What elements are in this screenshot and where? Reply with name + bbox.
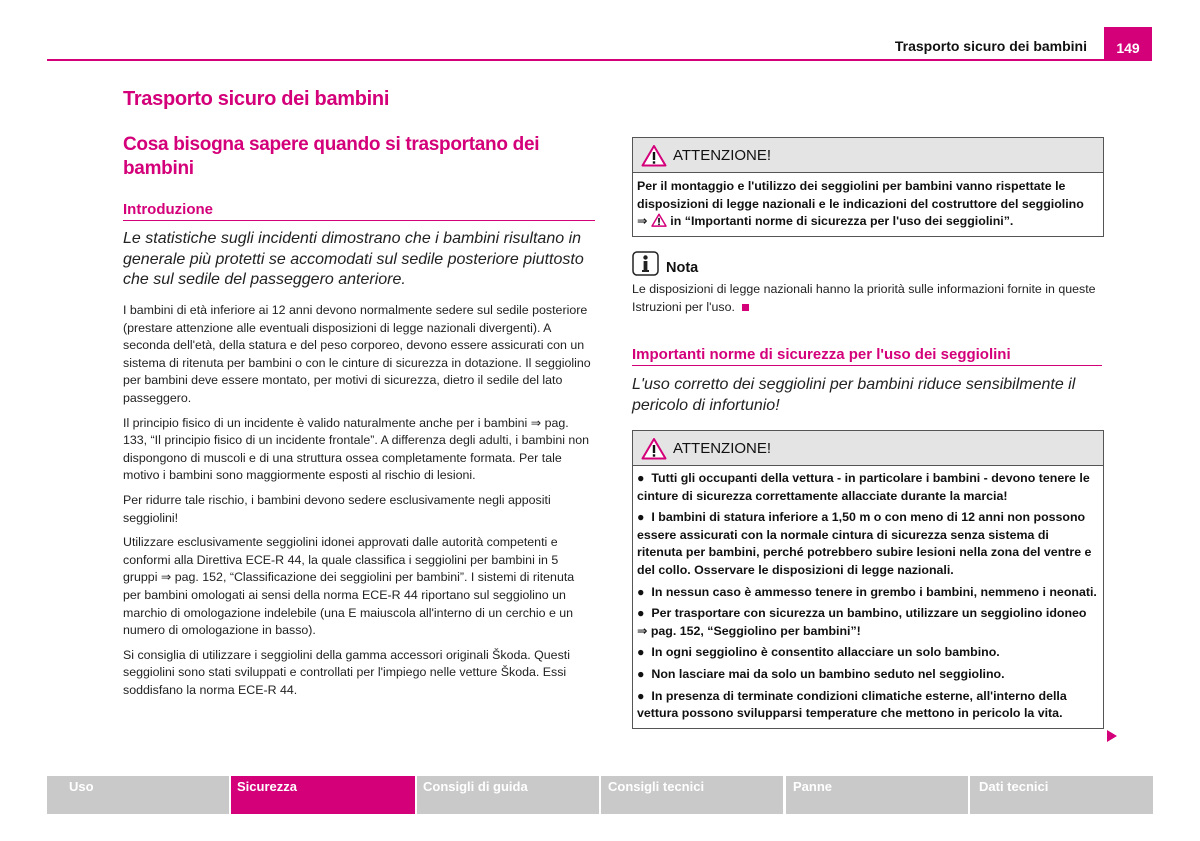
- list-item: [637, 688, 1097, 723]
- warning-box-safety-rules: [632, 430, 1104, 729]
- warning-triangle-icon: [641, 144, 667, 167]
- paragraph: Si consiglia di utilizzare i seggiolini della gamma accessori originali Škoda. Questi seggiolini sono stati sviluppati e controllati per l'impiego nelle vetture Škoda. Essi soddisfano la norma ECE-R 44.: [123, 647, 570, 697]
- note-text: Le disposizioni di legge nazionali hanno la priorità sulle informazioni fornite in queste Istruzioni per l'uso.: [632, 282, 1096, 314]
- warning-text: Per il montaggio e l'utilizzo dei seggiolini per bambini vanno rispettate le disposizioni di legge nazionali e le indicazioni del costruttore del seggiolino ⇒: [637, 179, 1084, 229]
- bullet-icon: ●: [637, 471, 652, 485]
- note-body: [632, 281, 1102, 316]
- bullet-icon: ●: [637, 645, 652, 660]
- tab-consigli-tecnici[interactable]: Consigli tecnici: [601, 776, 783, 814]
- tab-sicurezza[interactable]: Sicurezza: [231, 776, 415, 814]
- note-title: Nota: [666, 259, 699, 276]
- warning-title: ATTENZIONE!: [673, 146, 772, 164]
- list-item-text: Tutti gli occupanti della vettura - in particolare i bambini - devono tenere le cinture di sicurezza correttamente allacciate durante la marcia!: [637, 471, 1090, 503]
- list-item-text: In presenza di terminate condizioni climatiche esterne, all'interno della vettura possono svilupparsi temperature che mettono in pericolo la vita.: [637, 688, 1067, 721]
- section-heading-introduzione: Introduzione: [123, 201, 595, 221]
- list-item-text: In ogni seggiolino è consentito allacciare un solo bambino.: [651, 645, 1000, 660]
- list-item: [637, 605, 1097, 640]
- tab-uso[interactable]: Uso: [47, 776, 229, 814]
- list-item: [637, 509, 1097, 579]
- bullet-icon: ●: [637, 688, 652, 703]
- header-rule: [47, 59, 1104, 61]
- warning-list: [633, 466, 1103, 728]
- note-header: [632, 251, 1102, 276]
- warning-triangle-icon: [641, 437, 667, 460]
- chapter-subtitle: Cosa bisogna sapere quando si trasportano dei bambini: [123, 134, 540, 179]
- page-title: Trasporto sicuro dei bambini: [123, 88, 390, 110]
- tab-consigli-di-guida[interactable]: Consigli di guida: [417, 776, 599, 814]
- bullet-icon: ●: [637, 584, 652, 599]
- warning-box: [632, 137, 1104, 237]
- warning-title: ATTENZIONE!: [673, 439, 772, 457]
- bullet-icon: ●: [637, 510, 652, 525]
- tab-panne[interactable]: Panne: [786, 776, 968, 814]
- list-item: [637, 644, 1097, 662]
- next-page-arrow-icon[interactable]: [1106, 729, 1118, 743]
- paragraph: I bambini di età inferiore ai 12 anni devono normalmente sedere sul sedile posteriore (prestare attenzione alle eventuali disposizioni di legge nazionali divergenti). A seconda dell'età, della statura e del peso corporeo, devono essere assicurati con un sistema di ritenuta per bambini o con le cinture di sicurezza in dotazione. Il seggiolino per bambini deve essere montato, per motivi di sicurezza, dietro il sedile del lato passeggero.: [123, 303, 591, 405]
- warning-box-header: [633, 138, 1103, 173]
- warning-box-header: [633, 431, 1103, 466]
- list-item: [637, 470, 1097, 505]
- warning-triangle-icon: [651, 213, 667, 227]
- list-item-text: I bambini di statura inferiore a 1,50 m o con meno di 12 anni non possono essere assicurati con la normale cintura di sicurezza senza sistema di ritenuta per bambini, perché potrebbero subire lesioni nella zona del ventre e del collo. Osservare le disposizioni di legge nazionali.: [637, 510, 1092, 577]
- running-title: Trasporto sicuro dei bambini: [894, 38, 1087, 54]
- list-item-text: Non lasciare mai da solo un bambino seduto nel seggiolino.: [651, 666, 1005, 681]
- info-icon: [632, 251, 659, 276]
- tab-dati-tecnici[interactable]: Dati tecnici: [970, 776, 1153, 814]
- end-square-icon: [742, 304, 749, 311]
- bullet-icon: ●: [637, 666, 652, 681]
- paragraph: Per ridurre tale rischio, i bambini devono sedere esclusivamente negli appositi seggiolini!: [123, 492, 551, 525]
- warning-box-body: [633, 173, 1103, 236]
- list-item: [637, 666, 1097, 684]
- note-block: [632, 251, 1102, 316]
- section-heading-norme: Importanti norme di sicurezza per l'uso dei seggiolini: [632, 346, 1102, 366]
- list-item-text: In nessun caso è ammesso tenere in grembo i bambini, nemmeno i neonati.: [651, 584, 1097, 599]
- bullet-icon: ●: [637, 606, 652, 621]
- paragraph: Utilizzare esclusivamente seggiolini idonei approvati dalle autorità competenti e conformi alla Direttiva ECE-R 44, la quale classifica i seggiolini per bambini in 5 gruppi ⇒ pag. 152, “Classificazione dei seggiolini per bambini”. I sistemi di ritenuta per bambini omologati ai sensi della norma ECE-R 44 riportano sul seggiolino un marchio di omologazione indelebile (una E maiuscola all'interno di un cerchio e un numero di omologazione in basso).: [123, 535, 575, 638]
- body-text: [123, 302, 595, 706]
- list-item: [637, 584, 1097, 602]
- list-item-text: Per trasportare con sicurezza un bambino, utilizzare un seggiolino idoneo ⇒ pag. 152, “Seggiolino per bambini”!: [637, 606, 1087, 638]
- intro-text-right: L'uso corretto dei seggiolini per bambini riduce sensibilmente il pericolo di infortunio!: [632, 376, 1076, 414]
- paragraph: Il principio fisico di un incidente è valido naturalmente anche per i bambini ⇒ pag. 133, “Il principio fisico di un incidente frontale”. A differenza degli adulti, i bambini non dispongono di muscoli e di una struttura ossea completamente formata. Per tale motivo i bambini sono maggiormente esposti al rischio di lesioni.: [123, 415, 590, 483]
- page-number: 149: [1104, 27, 1152, 61]
- warning-reference[interactable]: in “Importanti norme di sicurezza per l'uso dei seggiolini”.: [670, 214, 1014, 229]
- intro-text: Le statistiche sugli incidenti dimostrano che i bambini risultano in generale più protetti se accomodati sul sedile posteriore piuttosto che sul sedile del passeggero anteriore.: [123, 230, 584, 288]
